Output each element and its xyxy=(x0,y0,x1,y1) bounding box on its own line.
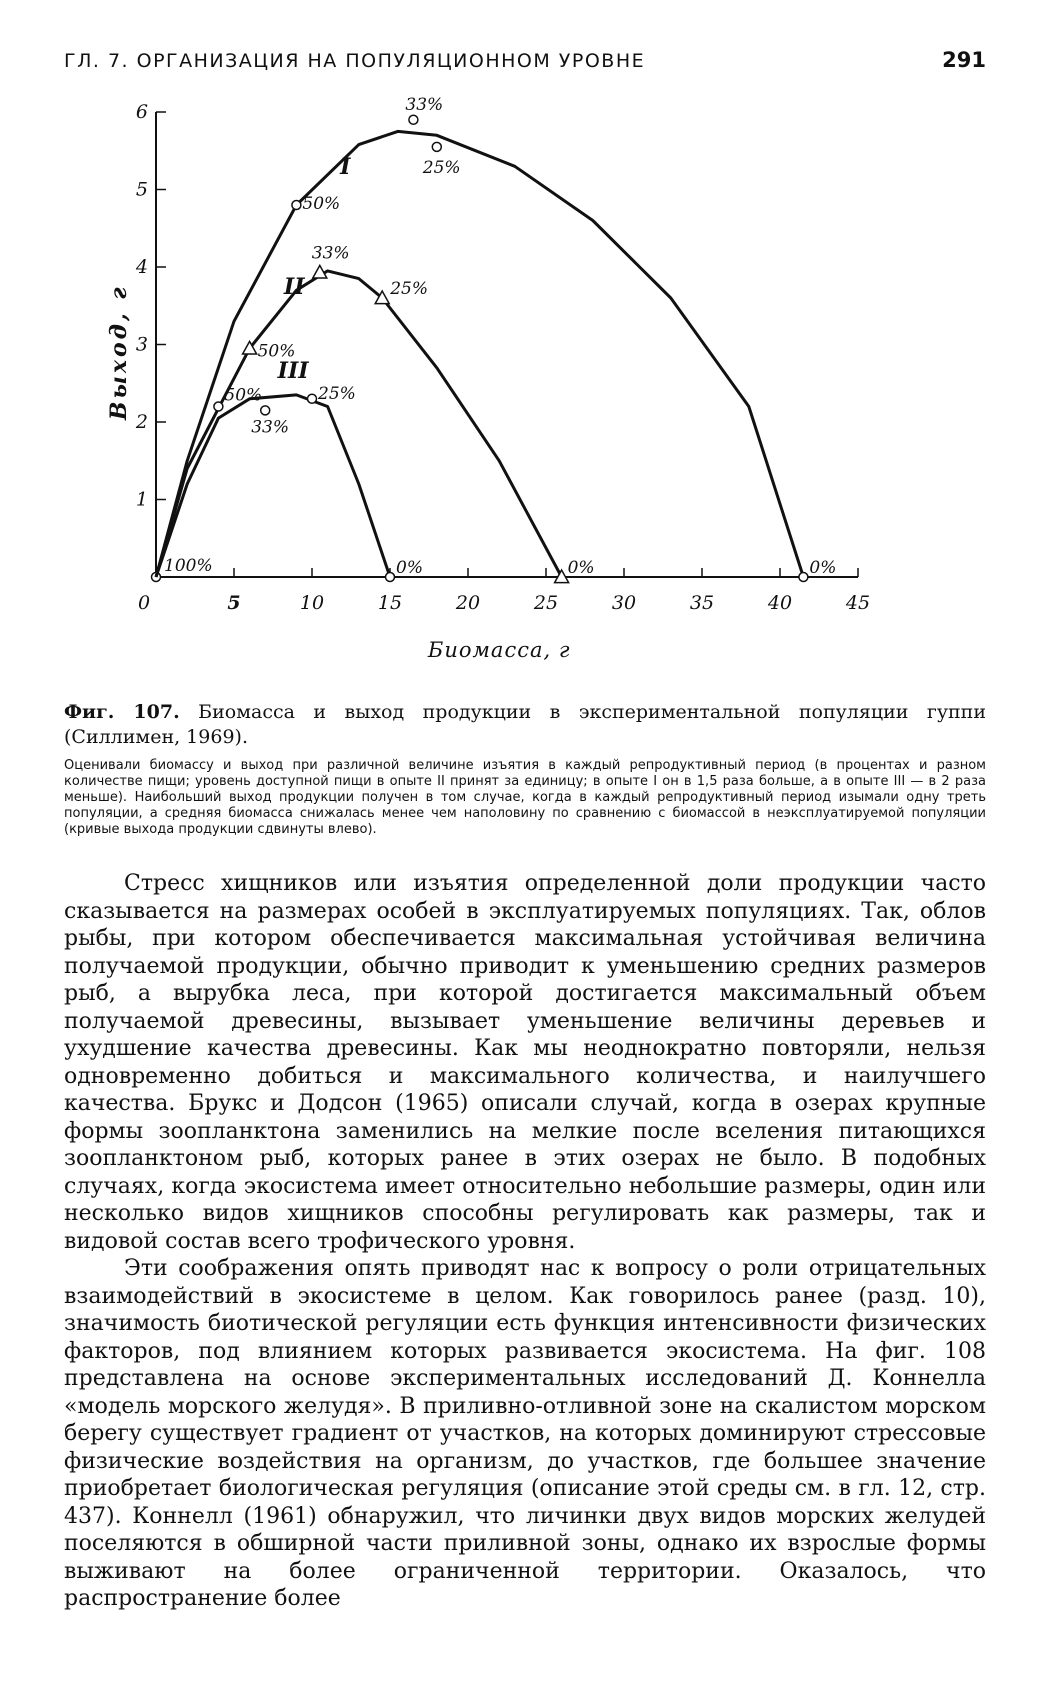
data-point-label: 33% xyxy=(311,243,350,264)
data-point-label: 50% xyxy=(257,341,296,362)
x-tick-label: 10 xyxy=(299,592,325,614)
series-label: II xyxy=(283,274,305,301)
series-label: III xyxy=(277,357,309,384)
x-tick-label: 5 xyxy=(227,592,241,614)
x-tick-label: 40 xyxy=(767,592,793,614)
data-point-label: 50% xyxy=(302,194,341,214)
caption-text: Биомасса и выход продукции в экспериментальной популяции гуппи (Силлимен, 1969). xyxy=(64,701,986,748)
figure-note: Оценивали биомассу и выход при различной величине изъятия в каждый репродуктивный период (в процентах и разном количестве пищи; уровень доступной пищи в опыте II принят за единицу; в опыте I он в 1,5 раза больше, а в опыте III — в 2 раза меньше). Наибольший выход продукции получен в том случае, когда в каждый репродуктивный период изымали одну треть популяции, а средняя биомасса снижалась менее чем наполовину по сравнению с биомассой в неэксплуатируемой популяции (кривые выхода продукции сдвинуты влево). xyxy=(64,758,986,837)
y-tick-label: 3 xyxy=(135,333,148,356)
data-point-label: 33% xyxy=(251,417,289,438)
body-text xyxy=(64,870,986,1613)
x-tick-label: 0 xyxy=(137,592,151,614)
figure-107 xyxy=(64,92,964,702)
data-point-label: 0% xyxy=(396,558,423,578)
paragraph-2: Эти соображения опять приводят нас к вопросу о роли отрицательных взаимодействий в экосистеме в целом. Как говорилось ранее (разд. 10), значимость биотической регуляции есть функция интенсивности физических факторов, под влиянием которых развивается экосистема. На фиг. 108 представлена на основе экспериментальных исследований Д. Коннелла «модель морского желудя». В приливно-отливной зоне на скалистом морском берегу существует градиент от участков, на которых доминируют стрессовые физические воздействия на организм, до участков, где большее значение приобретает биологическая регуляция (описание этой среды см. в гл. 12, стр. 437). Коннелл (1961) обнаружил, что личинки двух видов морских желудей поселяются в обширной части приливной зоны, однако их взрослые формы выживают на более ограниченной территории. Оказалось, что распространение более xyxy=(64,1256,986,1611)
x-tick-label: 35 xyxy=(689,592,715,614)
running-head: ГЛ. 7. ОРГАНИЗАЦИЯ НА ПОПУЛЯЦИОННОМ УРОВНЕ xyxy=(64,50,646,72)
data-point-label: 25% xyxy=(318,383,356,404)
page-header xyxy=(64,48,986,88)
data-point-label: 50% xyxy=(224,385,263,406)
y-tick-label: 2 xyxy=(135,411,148,433)
data-point-marker xyxy=(292,201,301,210)
data-point-marker xyxy=(799,573,808,582)
data-point-label: 0% xyxy=(809,558,837,578)
y-tick-label: 6 xyxy=(135,101,148,123)
series-label: I xyxy=(340,154,351,180)
page-number: 291 xyxy=(942,48,986,72)
y-tick-label: 5 xyxy=(135,178,148,201)
y-tick-label: 1 xyxy=(135,488,148,511)
data-point-marker xyxy=(409,115,418,124)
y-tick-label: 4 xyxy=(135,256,148,278)
y-axis-label: Выход, г xyxy=(106,284,132,421)
data-point-label: 33% xyxy=(405,94,444,115)
data-point-marker xyxy=(386,573,395,582)
data-point-label: 0% xyxy=(567,558,595,578)
data-point-label: 25% xyxy=(422,157,461,178)
data-point-marker xyxy=(214,402,223,411)
data-point-label: 25% xyxy=(390,279,428,299)
x-tick-label: 20 xyxy=(455,592,481,614)
data-point-marker xyxy=(432,142,441,151)
x-tick-label: 15 xyxy=(377,592,403,614)
data-point-marker xyxy=(261,406,270,415)
caption-lead: Фиг. 107. xyxy=(64,701,180,723)
chart xyxy=(64,92,964,702)
data-point-marker xyxy=(308,394,317,403)
data-point-label: 100% xyxy=(164,556,213,576)
x-tick-label: 25 xyxy=(533,592,559,614)
x-tick-label: 45 xyxy=(845,592,871,614)
paragraph-1: Стресс хищников или изъятия определенной доли продукции часто сказывается на размерах особей в эксплуатируемых популяциях. Так, облов рыбы, при котором обеспечивается максимальная устойчивая величина получаемой продукции, обычно приводит к уменьшению средних размеров рыб, а вырубка леса, при которой достигается максимальный объем получаемой древесины, вызывает уменьшение величины деревьев и ухудшение качества древесины. Как мы неоднократно повторяли, нельзя одновременно добиться и максимального количества, и наилучшего качества. Брукс и Додсон (1965) описали случай, когда в озерах крупные формы зоопланктона заменились на мелкие после вселения питающихся зоопланктоном рыб, которых ранее в этих озерах не было. В подобных случаях, когда экосистема имеет относительно небольшие размеры, один или несколько видов хищников способны регулировать как размеры, так и видовой состав всего трофического уровня. xyxy=(64,871,986,1254)
figure-caption xyxy=(64,700,986,750)
x-axis-label: Биомасса, г xyxy=(427,638,571,662)
x-tick-label: 30 xyxy=(611,592,637,614)
